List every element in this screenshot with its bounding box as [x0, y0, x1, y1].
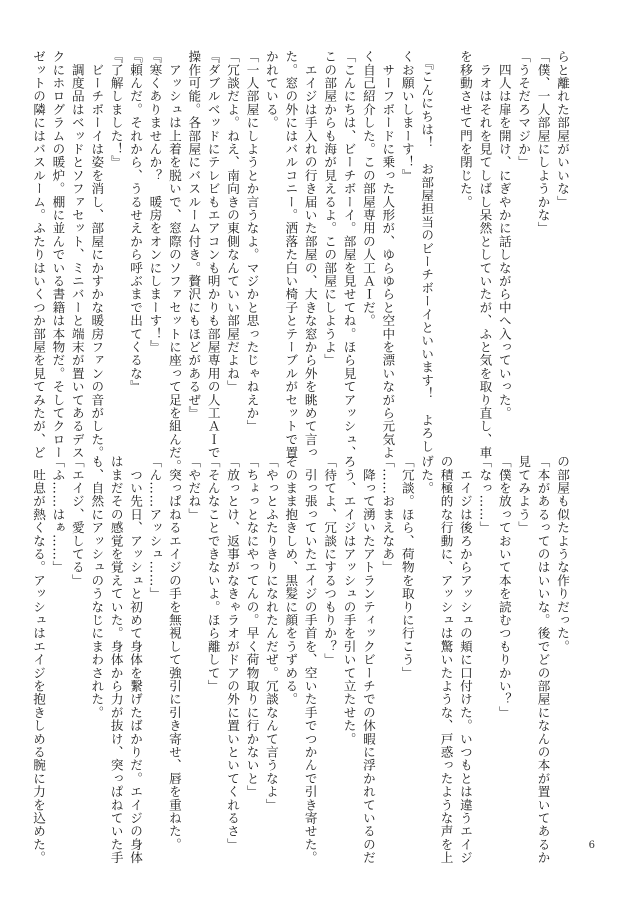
top-text-block — [29, 50, 572, 473]
text-line: た。窓の外にはバルコニー。洒落た白い椅子とテーブルがセットで置 — [283, 50, 299, 460]
text-line: かれている。 — [263, 50, 279, 130]
text-line: 『了解しました！』 — [108, 50, 124, 169]
text-line: 「エイジ、愛してる」 — [69, 455, 85, 587]
text-line: 「やっとふたりきりになれたんだぜ。冗談なんて言うなよ」 — [263, 455, 279, 812]
text-line: の部屋も似たような作りだった。 — [555, 455, 570, 653]
text-line: この部屋からも海が見えるよ。この部屋にしようよ」 — [322, 50, 338, 367]
text-line: 「こんにちは、ビーチボーイ。部屋を見せてね。ほら見てアッシュ、 — [341, 50, 357, 460]
text-line: エイジは後ろからアッシュの頬に口付けた。いつもとは違うエイジ — [457, 455, 473, 865]
text-line: 「本があるってのはいいな。後でどの部屋になんの本が置いてあるか — [535, 455, 551, 865]
text-line: はまだその感覚を覚えていた。身体から力が抜け、突っぱねていた手 — [108, 455, 124, 865]
text-line: サーフボードに乗った人形が、ゆらゆらと空中を漂いながら元気よ — [380, 50, 396, 460]
text-line: を移動させて門を閉じた。 — [457, 50, 473, 209]
text-line: 引っ張っていたエイジの手首を、空いた手でつかんで引き寄せた。 — [302, 455, 318, 865]
text-line: そのまま抱きしめ、黒髪に顔をうずめる。 — [283, 455, 299, 706]
text-line: く自己紹介した。この部屋専用の人工ＡＩだ。 — [360, 50, 376, 328]
text-line: 「やだね」 — [186, 455, 202, 521]
text-line: つい先日、アッシュと初めて身体を繋げたばかりだ。エイジの身体 — [128, 455, 144, 865]
text-line: くお願いしまーす！』 — [399, 50, 415, 182]
text-line: 「僕を放っておいて本を読むつもりかい？」 — [496, 455, 512, 719]
text-line: の積極的な行動に、アッシュは驚いたような、戸惑ったような声を上 — [438, 455, 454, 865]
text-line: 四人は扉を開け、にぎやかに話しながら中へ入っていった。 — [496, 50, 512, 420]
blank-line — [436, 50, 455, 410]
text-line: 「ちょっとなにやってんの。早く荷物取りに行かないと」 — [244, 455, 260, 799]
text-line: クにホログラムの暖炉。棚に並んでいる書籍は本物だ。そしてクロー — [50, 50, 66, 460]
text-line: 突っぱねるエイジの手を無視して強引に引き寄せ、唇を重ねた。 — [166, 455, 182, 851]
text-line: ろう、エイジはアッシュの手を引いて立たせた。 — [341, 455, 357, 746]
text-line: 『ダブルベッドにテレビもエアコンも明かりも部屋専用の人工ＡＩで — [205, 50, 221, 460]
text-line: 「待てよ、冗談にするつもりか？」 — [322, 455, 338, 667]
text-line: エイジは手入れの行き届いた部屋の、大きな窓から外を眺めて言っ — [302, 50, 318, 460]
page-number: 6 — [588, 840, 595, 851]
text-line: 『こんにちは！ お部屋担当のビーチボーイといいます！ よろし — [419, 50, 435, 453]
text-line: 「うそだろマジか」 — [516, 50, 532, 169]
text-line: 「僕、一人部屋にしようかな」 — [535, 50, 551, 235]
text-line: 吐息が熱くなる。アッシュはエイジを抱きしめる腕に力を込めた。 — [31, 455, 47, 865]
text-line: 「一人部屋にしようとか言うなよ。マジかと思ったじゃねえか」 — [244, 50, 260, 433]
text-line: ビーチボーイは姿を消し、部屋にかすかな暖房ファンの音がした。 — [89, 50, 105, 460]
text-line: 調度品はベッドとソファセット、ミニバーと端末が置いてあるデス — [69, 50, 85, 460]
text-line: 「放っとけ、返事がなきゃラオがドアの外に置いといてくれるさ」 — [225, 455, 241, 851]
text-line: 「なっ……」 — [477, 455, 493, 535]
text-line: 「冗談だよ。ねえ、南向きの東側なんていい部屋だよね」 — [225, 50, 241, 394]
text-line: らと離れた部屋がいいな」 — [555, 50, 570, 209]
text-line: 『頼んだ。それから、うるせえから呼ぶまで出てくるな』 — [128, 50, 144, 394]
text-line: アッシュは上着を脱いで、窓際のソファセットに座って足を組んだ。 — [166, 50, 182, 473]
text-line: ラオはそれを見てしばし呆然としていたが、ふと気を取り直し、車 — [477, 50, 493, 460]
text-line: ゼットの隣にはバスルーム。ふたりはいくつか部屋を見てみたが、ど — [31, 50, 47, 460]
text-line: 「ん……アッシュ……」 — [147, 455, 163, 601]
text-line: 操作可能。各部屋にバスルーム付き。贅沢にもほどがあるぜ』 — [186, 50, 202, 420]
text-line: 『寒くありませんか？ 暖房をオンにしまーす！』 — [147, 50, 163, 354]
text-line: 「そんなことできないよ。ほら離して」 — [205, 455, 221, 693]
text-line: 見てみよう」 — [516, 455, 532, 535]
text-line: 「冗談。ほら、荷物を取りに行こう」 — [399, 455, 415, 680]
bottom-text-block — [29, 455, 572, 865]
text-line: も、自然にアッシュのうなじにまわされた。 — [89, 455, 105, 719]
text-line: 「ふ……はぁ……」 — [50, 455, 66, 574]
text-line: 「……おまえなあ」 — [380, 455, 396, 574]
text-line: 降って湧いたアトランティックビーチでの休暇に浮かれているのだ — [360, 455, 376, 865]
text-line: げた。 — [419, 455, 435, 495]
